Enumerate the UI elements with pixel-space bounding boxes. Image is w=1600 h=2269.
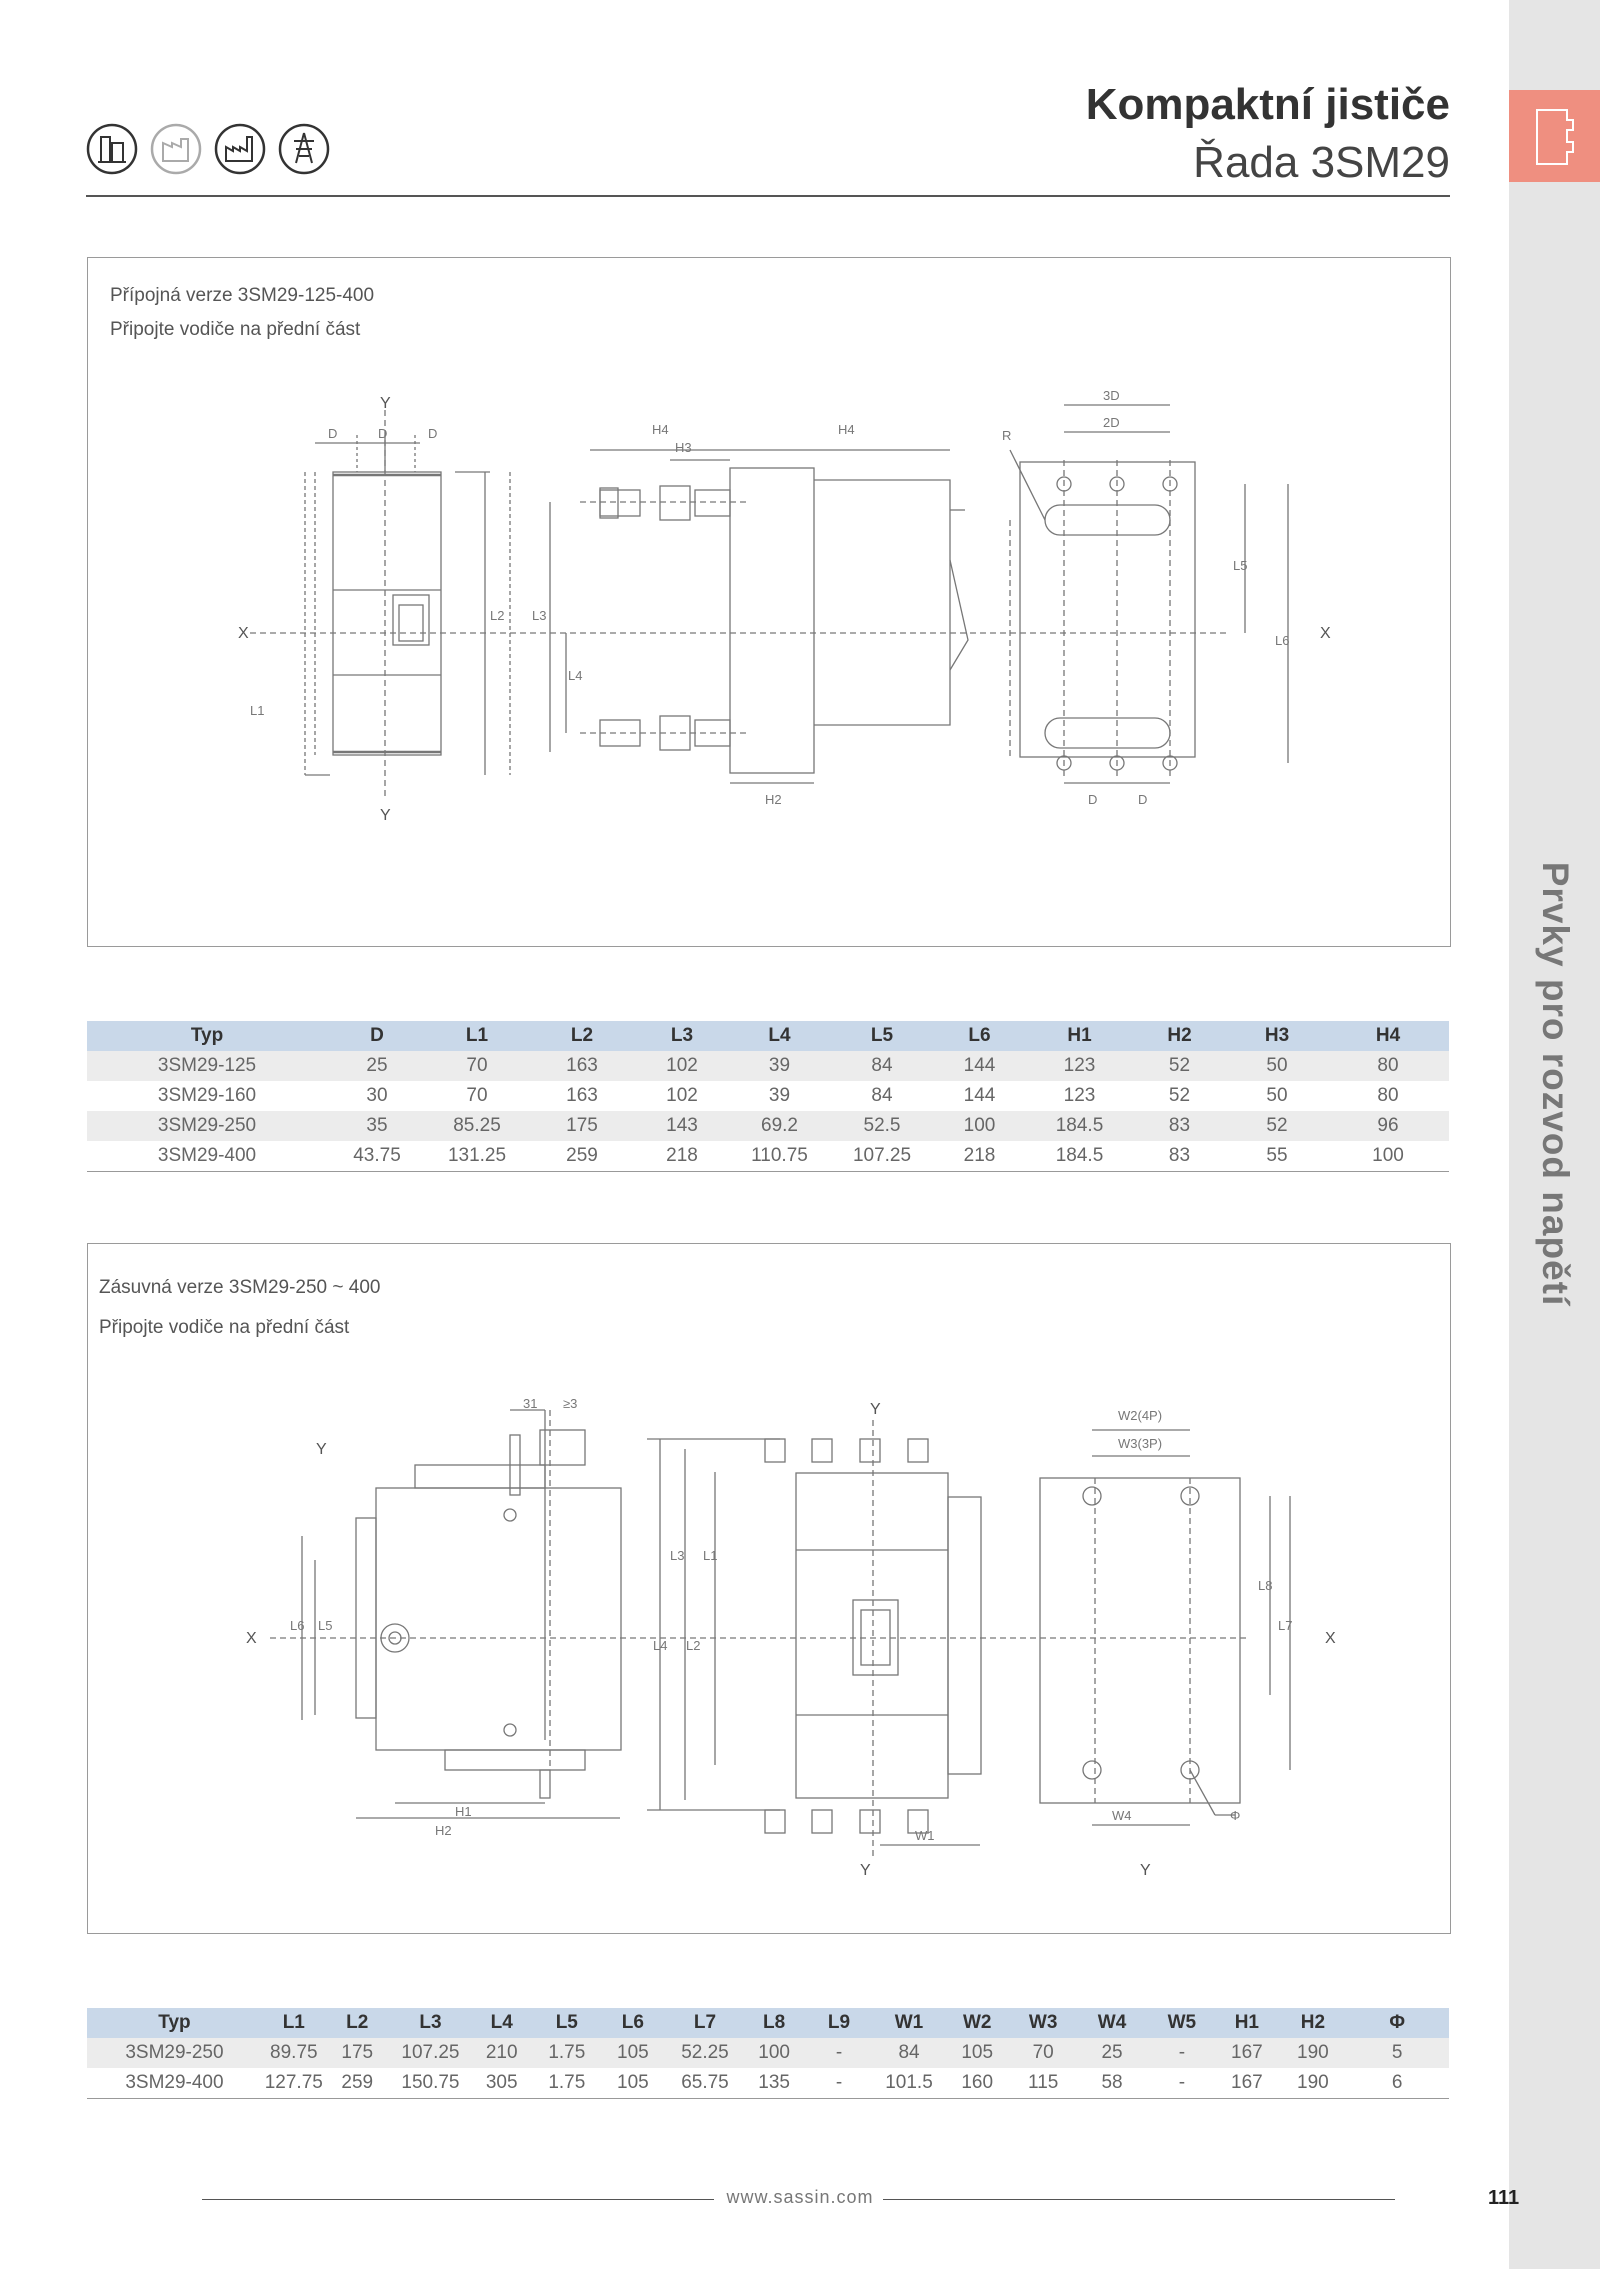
col-header: L6 bbox=[932, 1021, 1027, 1051]
cell: 50 bbox=[1227, 1051, 1327, 1081]
cell: 115 bbox=[1013, 2068, 1074, 2099]
dim-l6: L6 bbox=[290, 1618, 305, 1633]
cell: 210 bbox=[472, 2038, 531, 2068]
cell: 65.75 bbox=[663, 2068, 746, 2099]
cell: 30 bbox=[366, 1085, 388, 1106]
cell: 110.75 bbox=[727, 1141, 832, 1172]
cell: 80 bbox=[1377, 1085, 1399, 1106]
col-header: L9 bbox=[802, 2008, 877, 2038]
cell: 96 bbox=[1327, 1111, 1449, 1141]
dim-w2: W2(4P) bbox=[1118, 1408, 1163, 1423]
col-header: L4 bbox=[727, 1021, 832, 1051]
col-header: L7 bbox=[663, 2008, 746, 2038]
col-header: D bbox=[327, 1021, 427, 1051]
col-header: H1 bbox=[1027, 1021, 1132, 1051]
page-subtitle: Řada 3SM29 bbox=[1193, 138, 1450, 187]
axis-x-left: X bbox=[246, 1630, 257, 1647]
dim-l5: L5 bbox=[1233, 558, 1248, 573]
col-header: H4 bbox=[1327, 1021, 1449, 1051]
cell: 100 bbox=[746, 2038, 801, 2068]
cell: 70 bbox=[1013, 2038, 1074, 2068]
cell: 39 bbox=[768, 1085, 791, 1106]
cell: 190 bbox=[1280, 2038, 1345, 2068]
cell: 150.75 bbox=[389, 2068, 472, 2099]
dim-l5: L5 bbox=[318, 1618, 333, 1633]
cell: 52 bbox=[1132, 1051, 1227, 1081]
col-header: L2 bbox=[326, 2008, 389, 2038]
breaker-tab-icon bbox=[1509, 90, 1600, 182]
cell: 144 bbox=[932, 1051, 1027, 1081]
dim-h4-a: H4 bbox=[652, 422, 669, 437]
cell: 131.25 bbox=[427, 1141, 527, 1172]
cell: - bbox=[1150, 2068, 1213, 2099]
cell: 259 bbox=[326, 2068, 389, 2099]
col-header: L1 bbox=[427, 1021, 527, 1051]
cell: 218 bbox=[637, 1141, 727, 1172]
cell-type: 3SM29-400 bbox=[87, 1141, 327, 1172]
cell-type: 3SM29-250 bbox=[87, 2038, 262, 2068]
cell: - bbox=[802, 2038, 877, 2068]
cell: 85.25 bbox=[427, 1111, 527, 1141]
axis-y-top: Y bbox=[380, 395, 391, 412]
dim-w4: W4 bbox=[1112, 1808, 1132, 1823]
col-header: L8 bbox=[746, 2008, 801, 2038]
col-header: H2 bbox=[1132, 1021, 1227, 1051]
dim-h4-b: H4 bbox=[838, 422, 855, 437]
cell: 5 bbox=[1345, 2038, 1449, 2068]
col-header: W2 bbox=[942, 2008, 1013, 2038]
cell: 35 bbox=[327, 1111, 427, 1141]
dim-d-rear-1: D bbox=[1088, 792, 1098, 807]
cell: 84 bbox=[871, 1085, 893, 1106]
cell: 6 bbox=[1345, 2068, 1449, 2099]
col-header: W3 bbox=[1013, 2008, 1074, 2038]
cell: 1.75 bbox=[531, 2068, 602, 2099]
cell: - bbox=[1150, 2038, 1213, 2068]
cell: 50 bbox=[1266, 1085, 1288, 1106]
page-title: Kompaktní jističe bbox=[1085, 80, 1450, 129]
dim-d-1: D bbox=[328, 426, 338, 441]
sidebar-title: Prvky pro rozvod napětí bbox=[1535, 861, 1576, 1307]
cell: 1.75 bbox=[531, 2038, 602, 2068]
cell: 100 bbox=[932, 1111, 1027, 1141]
dim-l2: L2 bbox=[490, 608, 505, 623]
cell: 89.75 bbox=[262, 2038, 326, 2068]
cell: 143 bbox=[637, 1111, 727, 1141]
dim-l2: L2 bbox=[686, 1638, 701, 1653]
cell: 80 bbox=[1327, 1051, 1449, 1081]
cell: 135 bbox=[746, 2068, 801, 2099]
col-header: H1 bbox=[1213, 2008, 1280, 2038]
cell: 175 bbox=[527, 1111, 637, 1141]
cell: 105 bbox=[602, 2038, 663, 2068]
dim-ge3: ≥3 bbox=[563, 1396, 578, 1411]
plugin-version-drawing bbox=[240, 1390, 1350, 1890]
axis-y-bottom: Y bbox=[860, 1862, 871, 1879]
cell: 25 bbox=[327, 1051, 427, 1081]
section-tab bbox=[1509, 90, 1600, 182]
dim-d-rear-2: D bbox=[1138, 792, 1148, 807]
cell: 70 bbox=[427, 1051, 527, 1081]
dim-l3: L3 bbox=[532, 608, 547, 623]
dim-3d: 3D bbox=[1103, 388, 1120, 403]
col-header: L5 bbox=[832, 1021, 932, 1051]
dim-w1: W1 bbox=[915, 1828, 935, 1843]
col-header: Typ bbox=[87, 1021, 327, 1051]
table-row bbox=[87, 1111, 1449, 1141]
category-icons bbox=[86, 123, 330, 175]
col-header: L3 bbox=[637, 1021, 727, 1051]
dim-l6: L6 bbox=[1275, 633, 1290, 648]
table-header-row bbox=[87, 2008, 1449, 2038]
dim-l1: L1 bbox=[250, 703, 265, 718]
drawing-note-3: Zásuvná verze 3SM29-250 ~ 400 bbox=[99, 1277, 381, 1298]
fixed-version-drawing bbox=[230, 380, 1340, 830]
footer-rule-left bbox=[202, 2199, 714, 2200]
dim-2d: 2D bbox=[1103, 415, 1120, 430]
cell: 101.5 bbox=[876, 2068, 941, 2099]
cell: 39 bbox=[727, 1051, 832, 1081]
cell: 105 bbox=[602, 2068, 663, 2099]
col-header: W4 bbox=[1074, 2008, 1151, 2038]
table-row bbox=[87, 1141, 1449, 1172]
table-row bbox=[87, 2068, 1449, 2099]
col-header: H3 bbox=[1227, 1021, 1327, 1051]
dim-l7: L7 bbox=[1278, 1618, 1293, 1633]
dim-l1: L1 bbox=[703, 1548, 718, 1563]
col-header: L6 bbox=[602, 2008, 663, 2038]
drawing-note-2: Připojte vodiče na přední část bbox=[110, 319, 361, 340]
table-row bbox=[87, 1081, 1449, 1111]
footer-url[interactable]: www.sassin.com bbox=[726, 2187, 874, 2207]
cell: 83 bbox=[1132, 1141, 1227, 1172]
col-header: L3 bbox=[389, 2008, 472, 2038]
dim-phi: Φ bbox=[1230, 1808, 1241, 1823]
dim-l4: L4 bbox=[653, 1638, 668, 1653]
cell: 55 bbox=[1227, 1141, 1327, 1172]
spec-table-fixed bbox=[87, 1021, 1449, 1172]
cell: 25 bbox=[1074, 2038, 1151, 2068]
cell: 100 bbox=[1327, 1141, 1449, 1172]
cell: 123 bbox=[1027, 1051, 1132, 1081]
dim-h2: H2 bbox=[765, 792, 782, 807]
axis-x-right: X bbox=[1325, 1630, 1336, 1647]
dim-h2: H2 bbox=[435, 1823, 452, 1838]
cell: 175 bbox=[326, 2038, 389, 2068]
cell: 167 bbox=[1213, 2068, 1280, 2099]
cell: 163 bbox=[527, 1051, 637, 1081]
axis-y-rear: Y bbox=[1140, 1862, 1151, 1879]
cell: - bbox=[802, 2068, 877, 2099]
cell: 163 bbox=[566, 1085, 598, 1106]
cell: 102 bbox=[637, 1051, 727, 1081]
cell: 84 bbox=[876, 2038, 941, 2068]
cell: 218 bbox=[932, 1141, 1027, 1172]
axis-y-side: Y bbox=[316, 1441, 327, 1458]
cell: 107.25 bbox=[389, 2038, 472, 2068]
dim-31: 31 bbox=[523, 1396, 538, 1411]
factory-icon bbox=[150, 123, 202, 175]
cell: 69.2 bbox=[727, 1111, 832, 1141]
col-header: W5 bbox=[1150, 2008, 1213, 2038]
table-row bbox=[87, 2038, 1449, 2068]
footer-rule-right bbox=[883, 2199, 1395, 2200]
cell: 123 bbox=[1063, 1085, 1096, 1106]
industrial-plant-icon bbox=[214, 123, 266, 175]
col-header: L2 bbox=[527, 1021, 637, 1051]
cell: 102 bbox=[666, 1085, 698, 1106]
col-header: L4 bbox=[472, 2008, 531, 2038]
cell: 305 bbox=[472, 2068, 531, 2099]
building-icon bbox=[86, 123, 138, 175]
cell: 167 bbox=[1213, 2038, 1280, 2068]
axis-x-right: X bbox=[1320, 625, 1331, 642]
col-header: L5 bbox=[531, 2008, 602, 2038]
col-header: Φ bbox=[1345, 2008, 1449, 2038]
axis-y-bottom: Y bbox=[380, 807, 391, 824]
dim-w3: W3(3P) bbox=[1118, 1436, 1163, 1451]
cell: 190 bbox=[1280, 2068, 1345, 2099]
cell: 83 bbox=[1132, 1111, 1227, 1141]
dim-l3: L3 bbox=[670, 1548, 685, 1563]
cell: 52.25 bbox=[663, 2038, 746, 2068]
cell: 105 bbox=[942, 2038, 1013, 2068]
cell: 144 bbox=[963, 1085, 996, 1106]
dim-l4: L4 bbox=[568, 668, 583, 683]
dim-d-2: D bbox=[378, 426, 388, 441]
cell: 259 bbox=[527, 1141, 637, 1172]
col-header: L1 bbox=[262, 2008, 326, 2038]
dim-r: R bbox=[1002, 428, 1012, 443]
cell: 107.25 bbox=[832, 1141, 932, 1172]
cell: 84 bbox=[832, 1051, 932, 1081]
page-number: 111 bbox=[1488, 2187, 1520, 2209]
col-header: Typ bbox=[87, 2008, 262, 2038]
col-header: W1 bbox=[876, 2008, 941, 2038]
cell: 43.75 bbox=[327, 1141, 427, 1172]
cell-type: 3SM29-160 bbox=[157, 1085, 257, 1106]
cell: 52 bbox=[1168, 1085, 1191, 1106]
dim-h1: H1 bbox=[455, 1804, 472, 1819]
dim-h3: H3 bbox=[675, 440, 692, 455]
drawing-note-4: Připojte vodiče na přední část bbox=[99, 1317, 350, 1338]
cell-type: 3SM29-250 bbox=[87, 1111, 327, 1141]
cell: 52 bbox=[1227, 1111, 1327, 1141]
dim-d-3: D bbox=[428, 426, 438, 441]
cell: 58 bbox=[1074, 2068, 1151, 2099]
axis-y-top: Y bbox=[870, 1401, 881, 1418]
axis-x-left: X bbox=[238, 625, 249, 642]
cell-type: 3SM29-125 bbox=[87, 1051, 327, 1081]
table-header-row bbox=[87, 1021, 1449, 1051]
power-tower-icon bbox=[278, 123, 330, 175]
spec-table-plugin bbox=[87, 2008, 1449, 2099]
cell: 184.5 bbox=[1027, 1141, 1132, 1172]
cell-type: 3SM29-400 bbox=[87, 2068, 262, 2099]
table-row bbox=[87, 1051, 1449, 1081]
cell: 52.5 bbox=[832, 1111, 932, 1141]
col-header: H2 bbox=[1280, 2008, 1345, 2038]
cell: 184.5 bbox=[1027, 1111, 1132, 1141]
drawing-note-1: Přípojná verze 3SM29-125-400 bbox=[110, 285, 375, 306]
cell: 127.75 bbox=[262, 2068, 326, 2099]
header-divider bbox=[86, 195, 1450, 197]
cell: 70 bbox=[466, 1085, 488, 1106]
cell: 160 bbox=[942, 2068, 1013, 2099]
dim-l8: L8 bbox=[1258, 1578, 1273, 1593]
